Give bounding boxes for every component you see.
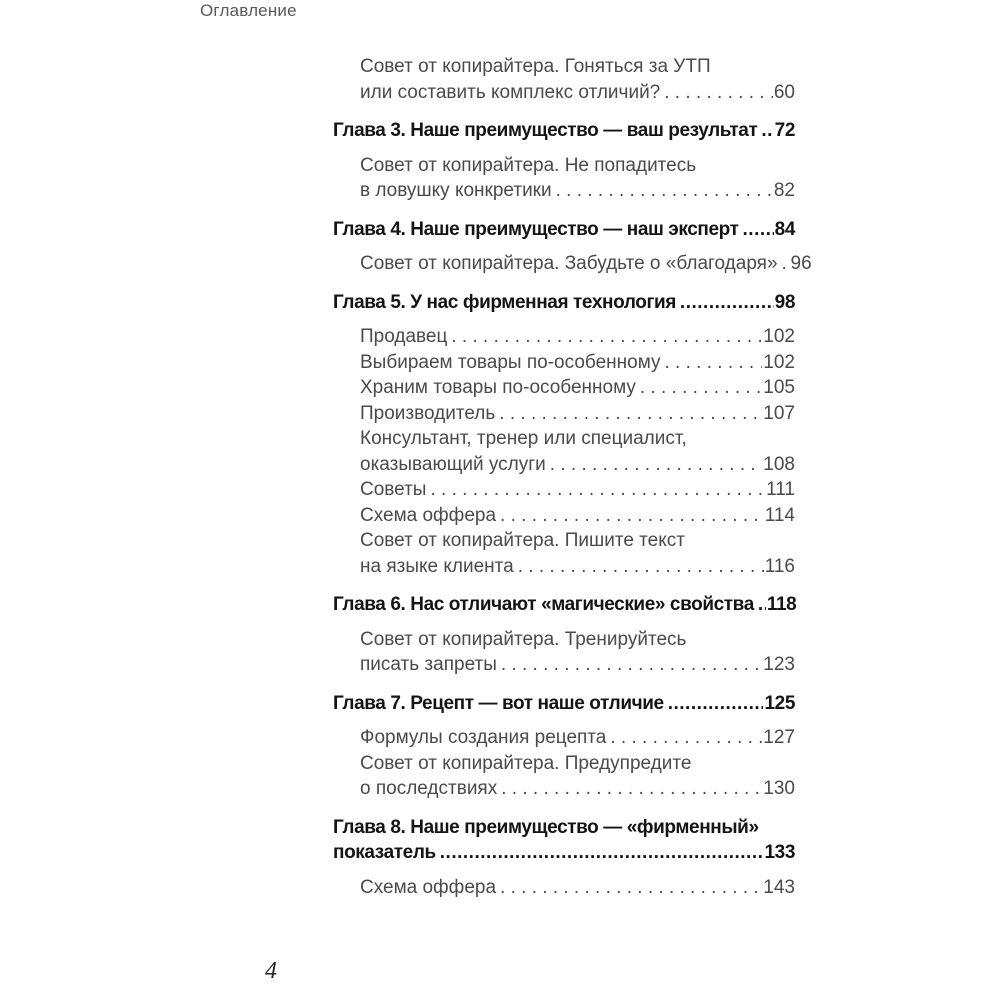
dot-leader [499,401,762,427]
toc-page-number: 116 [764,555,795,577]
toc-line [360,54,795,80]
toc-page-number: 133 [764,842,795,863]
dot-leader [430,477,765,503]
toc-line [333,840,795,866]
toc-entry [333,751,795,802]
toc-line [360,178,795,204]
dot-leader [610,725,762,751]
toc-page-number: 60 [773,81,795,103]
toc-entry [333,592,795,618]
toc-chapter-title: Глава 6. Нас отличают «магические» свойства [333,594,754,615]
toc-line [360,452,795,478]
toc-sub-title: Продавец [360,326,448,347]
toc-line [360,477,795,503]
toc-line [360,652,795,678]
dot-leader [501,652,762,678]
toc-entry [333,375,795,401]
dot-leader [640,375,762,401]
toc-line [360,80,795,106]
toc-line [360,503,795,529]
toc-entry [333,153,795,204]
toc-page-number: 125 [764,692,795,714]
toc-line [360,153,795,179]
toc-line [360,554,795,580]
toc-entry [333,426,795,477]
toc-sub-title: Советы [360,479,427,500]
toc-line [360,776,795,802]
dot-leader [758,592,766,618]
toc-line [360,324,795,350]
toc-entry [333,118,795,144]
toc-entry [333,725,795,751]
folio-page-number: 4 [265,958,277,984]
toc-line [333,815,795,841]
toc-entry [333,815,795,866]
toc-page-number: 82 [773,180,795,201]
toc-line [360,350,795,376]
toc-entry [333,503,795,529]
toc-chapter-title: Глава 3. Наше преимущество — ваш результат [333,120,758,141]
toc-entry [333,477,795,503]
running-header: Оглавление [200,1,297,20]
toc-sub-title: на языке клиента [360,555,514,577]
toc-page-number: 111 [766,479,795,500]
toc-entry [333,217,795,243]
toc-line [333,217,795,243]
toc-page-number: 143 [763,876,795,898]
toc-line [360,725,795,751]
toc-entry [333,251,812,277]
toc-line [360,528,795,554]
toc-sub-title: Совет от копирайтера. Гоняться за УТП [360,56,711,77]
toc-sub-title: оказывающий услуги [360,453,546,475]
toc-page-number: 72 [774,120,795,141]
dot-leader [550,452,763,478]
toc-entry [333,875,795,901]
toc-sub-title: в ловушку конкретики [360,180,552,201]
toc-page-number: 105 [763,377,795,398]
dot-leader [518,554,764,580]
toc-sub-title: Консультант, тренер или специалист, [360,428,687,449]
toc-line [333,118,795,144]
toc-sub-title: Совет от копирайтера. Не попадитесь [360,154,697,176]
toc-page-number: 108 [763,453,795,475]
dot-leader [668,691,764,717]
toc-sub-title: или составить комплекс отличий? [360,81,661,103]
dot-leader [556,178,773,204]
toc-sub-title: Совет от копирайтера. Тренируйтесь [360,628,687,650]
toc-page-number: 118 [766,594,797,615]
toc-line [360,627,795,653]
toc-page-number: 96 [790,253,812,274]
toc-entry [333,290,795,316]
toc-chapter-title: Глава 7. Рецепт — вот наше отличие [333,692,664,714]
toc-chapter-title: Глава 4. Наше преимущество — наш эксперт [333,218,739,240]
toc-page-number: 102 [763,351,795,373]
toc-entry [333,401,795,427]
toc-line [360,751,795,777]
toc-sub-title: Схема оффера [360,876,497,898]
dot-leader [451,324,762,350]
dot-leader [664,80,773,106]
toc-line [333,290,795,316]
toc-sub-title: Схема оффера [360,504,497,526]
toc-chapter-title: Глава 5. У нас фирменная технология [333,291,676,313]
toc-sub-title: Выбираем товары по-особенному [360,351,661,373]
dot-leader [664,350,762,376]
dot-leader [500,875,762,901]
toc-page-number: 84 [774,218,795,240]
toc-page-number: 114 [764,504,795,526]
toc-entry [333,627,795,678]
toc-sub-title: Совет от копирайтера. Предупредите [360,752,692,774]
toc-chapter-title: показатель [333,842,436,863]
toc-sub-title: о последствиях [360,778,498,799]
toc-page-number: 130 [763,778,795,799]
dot-leader [680,290,774,316]
dot-leader [501,776,762,802]
toc-sub-title: Производитель [360,402,496,424]
toc-entry [333,324,795,350]
dot-leader [743,217,774,243]
toc-line [333,691,795,717]
toc-line [333,592,795,618]
toc-line [360,426,795,452]
table-of-contents [333,54,812,900]
toc-sub-title: Формулы создания рецепта [360,727,607,748]
toc-entry [333,350,795,376]
dot-leader [440,840,764,866]
toc-page-number: 127 [763,727,795,748]
toc-page-number: 107 [763,402,795,424]
dot-leader [500,503,764,529]
toc-sub-title: Совет от копирайтера. Пишите текст [360,530,685,551]
toc-line [360,375,795,401]
toc-page-number: 102 [763,326,795,347]
toc-sub-title: Храним товары по-особенному [360,377,636,398]
toc-entry [333,54,795,105]
toc-line [360,875,795,901]
toc-page-number: 98 [774,291,795,313]
toc-chapter-title: Глава 8. Наше преимущество — «фирменный» [333,816,759,838]
toc-line [360,251,812,277]
toc-entry [333,691,795,717]
toc-line [360,401,795,427]
dot-leader [761,118,773,144]
toc-entry [333,528,795,579]
toc-sub-title: писать запреты [360,654,497,675]
toc-sub-title: Совет от копирайтера. Забудьте о «благодаря» [360,253,778,274]
toc-page-number: 123 [763,654,795,675]
dot-leader [782,251,790,277]
